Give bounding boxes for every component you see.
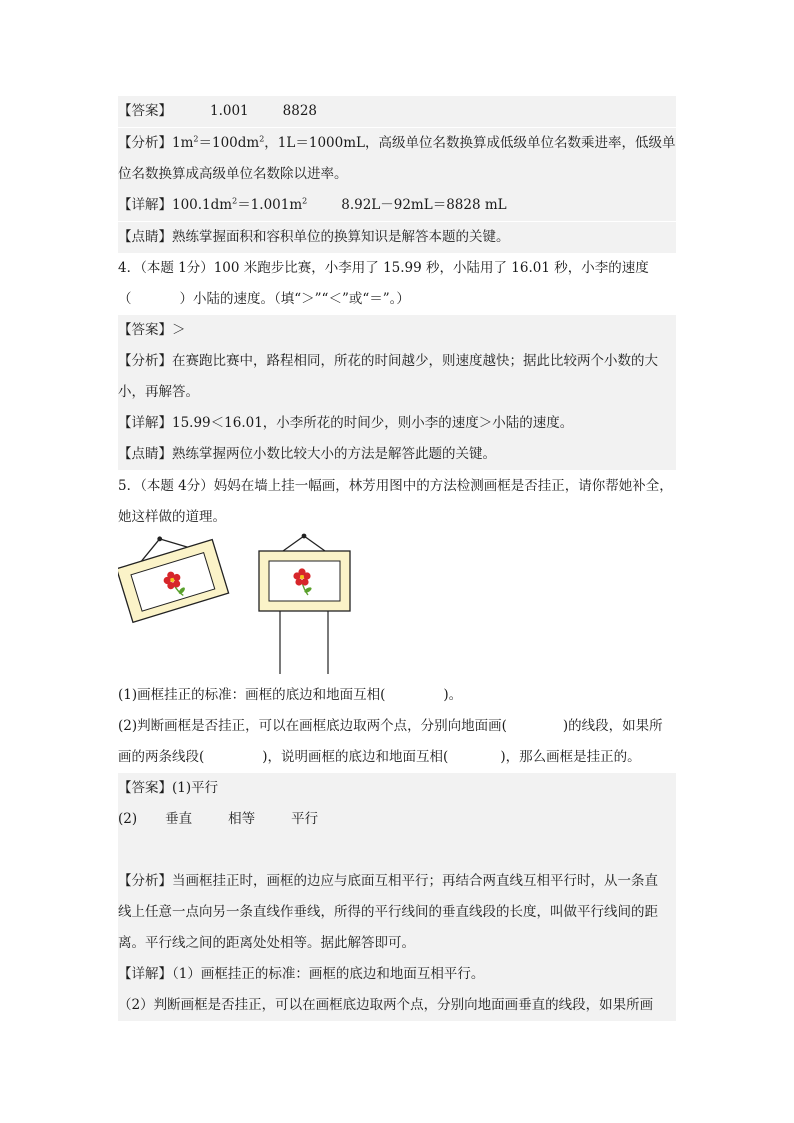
answer-value: ＞ (172, 322, 186, 338)
detail-text: （2）判断画框是否挂正，可以在画框底边取两个点，分别向地面画垂直的线段，如果所画 (118, 997, 654, 1013)
q5-answer-line-2 (118, 804, 676, 866)
analysis-text: 位名数换算成高级单位名数除以进率。 (118, 166, 348, 182)
question-text: )。 (443, 687, 463, 703)
q4-stem-line-2 (118, 284, 676, 315)
q4-analysis-line (118, 346, 676, 377)
analysis-text: 离。平行线之间的距离处处相等。据此解答即可。 (118, 935, 415, 951)
straight-frame (259, 534, 350, 674)
analysis-text: 1m (172, 135, 194, 151)
answer-value: 平行 (291, 811, 319, 827)
answer-value: (2) (118, 811, 138, 827)
question-text: (1)画框挂正的标准：画框的底边和地面互相( (118, 687, 386, 703)
q4-stem-line (118, 253, 676, 284)
tip-tag: 【点睛】 (118, 446, 172, 462)
tip-text: 熟练掌握面积和容积单位的换算知识是解答本题的关键。 (172, 229, 510, 245)
superscript: 2 (259, 134, 265, 144)
picture-frame-figure (118, 532, 358, 678)
q4-analysis-line-2 (118, 377, 676, 408)
answer-value: 1.001 (210, 103, 249, 119)
q5-analysis-line-2 (118, 897, 676, 928)
detail-text: 15.99＜16.01，小李所花的时间少，则小李的速度＞小陆的速度。 (172, 415, 574, 431)
answer-tag: 【答案】 (118, 103, 172, 119)
answer-value: 垂直 (165, 811, 193, 827)
q4-tip-line (118, 439, 676, 470)
detail-text: （1）画框挂正的标准：画框的底边和地面互相平行。 (172, 966, 485, 982)
question-text: 画的两条线段( (118, 749, 205, 765)
q5-stem-line (118, 471, 676, 502)
superscript: 2 (232, 196, 238, 206)
q3-detail-line (118, 190, 676, 221)
detail-tag: 【详解】 (118, 197, 172, 213)
analysis-text: 线上任意一点向另一条直线作垂线，所得的平行线间的垂直线段的长度，叫做平行线间的距 (118, 904, 658, 920)
answer-value: 8828 (282, 103, 318, 119)
answer-value: 相等 (228, 811, 256, 827)
answer-value: (1)平行 (172, 780, 219, 796)
detail-text: 8.92L－92mL＝8828 mL (341, 197, 507, 213)
q5-detail-line-2 (118, 990, 676, 1021)
analysis-tag: 【分析】 (118, 873, 172, 889)
q3-analysis-line (118, 128, 676, 159)
tip-tag: 【点睛】 (118, 229, 172, 245)
question-stem: 4．（本题 1分）100 米跑步比赛，小李用了 15.99 秒，小陆用了 16.01 秒，小李的速度 (118, 260, 649, 276)
answer-tag: 【答案】 (118, 780, 172, 796)
analysis-text: 当画框挂正时，画框的边应与底面互相平行；再结合两直线互相平行时，从一条直 (172, 873, 658, 889)
question-stem: 她这样做的道理。 (118, 509, 226, 525)
analysis-text: 小，再解答。 (118, 384, 199, 400)
q5-part2-line (118, 711, 676, 742)
tilted-frame (118, 532, 229, 622)
q5-analysis-line (118, 866, 676, 897)
q5-part1-line (118, 680, 676, 711)
q5-stem-line-2 (118, 502, 676, 533)
question-text: (2)判断画框是否挂正，可以在画框底边取两个点，分别向地面画( (118, 718, 507, 734)
analysis-text: ＝100dm (198, 135, 260, 151)
q5-detail-line (118, 959, 676, 990)
analysis-text: ，1L＝1000mL，高级单位名数换算成低级单位名数乘进率，低级单 (264, 135, 676, 151)
question-stem: （ (118, 291, 132, 307)
detail-tag: 【详解】 (118, 966, 172, 982)
tip-text: 熟练掌握两位小数比较大小的方法是解答此题的关键。 (172, 446, 496, 462)
question-stem: ）小陆的速度。（填“＞”“＜”或“＝”。） (179, 291, 410, 307)
superscript: 2 (193, 134, 199, 144)
q4-detail-line (118, 408, 676, 439)
question-text: )，那么画框是挂正的。 (500, 749, 641, 765)
superscript: 2 (302, 196, 308, 206)
detail-text: 100.1dm (172, 197, 233, 213)
q4-answer-line (118, 315, 676, 346)
answer-tag: 【答案】 (118, 322, 172, 338)
q3-answer-line (118, 96, 676, 127)
analysis-tag: 【分析】 (118, 135, 172, 151)
question-stem: 5．（本题 4分）妈妈在墙上挂一幅画，林芳用图中的方法检测画框是否挂正，请你帮她补全， (118, 478, 673, 494)
q5-analysis-line-3 (118, 928, 676, 959)
analysis-tag: 【分析】 (118, 353, 172, 369)
detail-text: ＝1.001m (237, 197, 303, 213)
analysis-text: 在赛跑比赛中，路程相同，所花的时间越少，则速度越快；据此比较两个小数的大 (172, 353, 658, 369)
q5-answer-line (118, 773, 676, 804)
q5-part3-line (118, 742, 676, 773)
q3-analysis-line-2 (118, 159, 676, 190)
question-text: )的线段，如果所 (562, 718, 663, 734)
q3-tip-line (118, 222, 676, 253)
question-text: )，说明画框的底边和地面互相( (262, 749, 449, 765)
detail-tag: 【详解】 (118, 415, 172, 431)
